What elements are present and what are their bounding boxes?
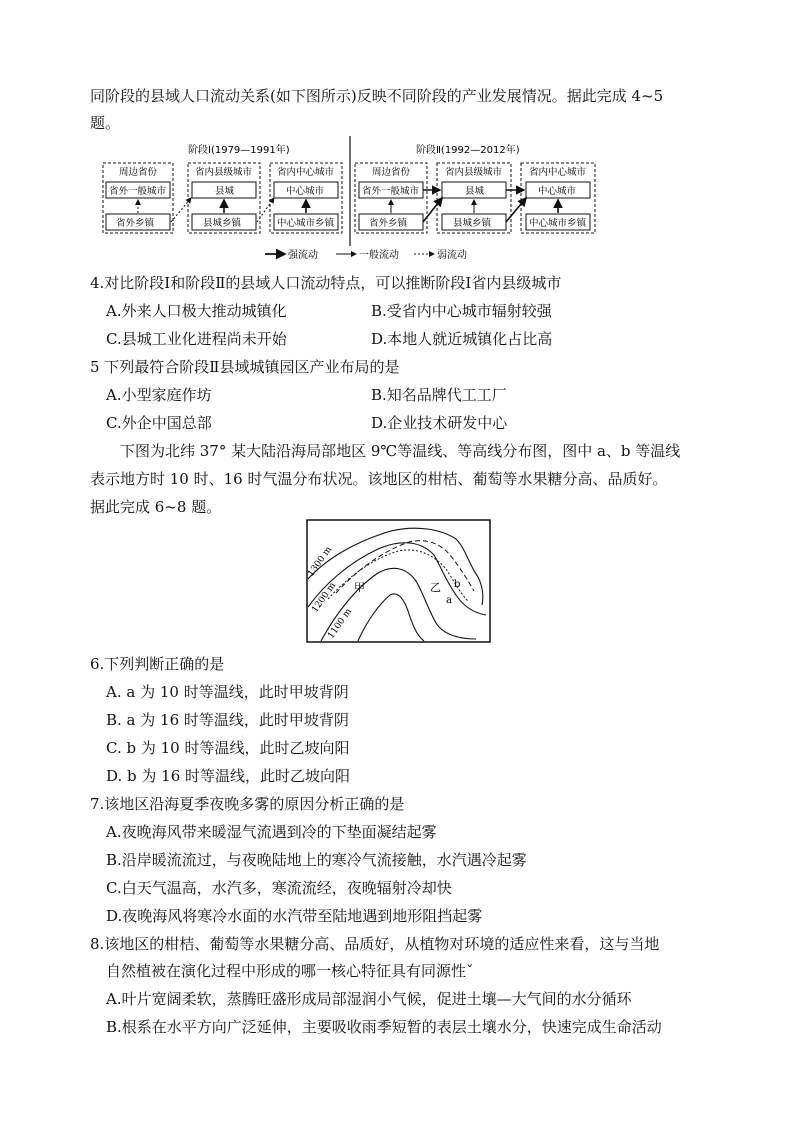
- stage2-col3-bot: 中心城市乡镇: [529, 218, 587, 229]
- stage2-col2-mid: 县城: [465, 186, 485, 197]
- q6-option-b[interactable]: B. a 为 16 时等温线，此时甲坡背阴: [106, 711, 349, 729]
- label-1300: 1300 m: [306, 544, 335, 579]
- stage2-col1-top: 周边省份: [372, 167, 411, 178]
- label-a: a: [446, 595, 452, 606]
- q7-option-b[interactable]: B.沿岸暖流流过，与夜晚陆地上的寒冷气流接触，水汽遇冷起雾: [106, 851, 527, 869]
- stage2-col2-top: 省内县级城市: [445, 167, 503, 178]
- stage1-col3-mid: 中心城市: [286, 186, 325, 197]
- legend-normal: 一般流动: [359, 250, 399, 261]
- q4-option-c[interactable]: C.县城工业化进程尚未开始: [106, 330, 287, 348]
- q6-option-c[interactable]: C. b 为 10 时等温线，此时乙坡向阳: [106, 739, 350, 757]
- intro2-line-3: 据此完成 6~8 题。: [90, 498, 222, 516]
- stage2-arrow-bot1-to-col2: [423, 198, 442, 222]
- q6-stem: 6.下列判断正确的是: [90, 655, 225, 673]
- q7-option-d[interactable]: D.夜晚海风将寒冷水面的水汽带至陆地遇到地形阻挡起雾: [106, 907, 483, 925]
- label-yi: 乙: [430, 581, 441, 594]
- q6-option-a[interactable]: A. a 为 10 时等温线，此时甲坡背阴: [106, 683, 349, 701]
- stage2-title: 阶段Ⅱ(1992—2012年): [416, 145, 520, 156]
- q8-stem-line-1: 8.该地区的柑桔、葡萄等水果糖分高、品质好，从植物对环境的适应性来看，这与当地: [90, 935, 660, 953]
- stage1-col3-top: 省内中心城市: [277, 167, 335, 178]
- q4-option-d[interactable]: D.本地人就近城镇化占比高: [371, 330, 553, 348]
- stage1-col3-bot: 中心城市乡镇: [277, 218, 335, 229]
- q4-option-a[interactable]: A.外来人口极大推动城镇化: [106, 302, 287, 320]
- stage2-col3-mid: 中心城市: [538, 186, 577, 197]
- label-b: b: [454, 579, 461, 590]
- q5-option-a[interactable]: A.小型家庭作坊: [106, 386, 212, 404]
- legend-weak: 弱流动: [437, 250, 467, 261]
- q5-option-d[interactable]: D.企业技术研发中心: [371, 414, 508, 432]
- stage2-col1-bot: 省外乡镇: [369, 218, 408, 229]
- q5-option-c[interactable]: C.外企中国总部: [106, 414, 212, 432]
- stage1-col2-top: 省内县级城市: [195, 167, 253, 178]
- stage2-col2-bot: 县城乡镇: [453, 218, 492, 229]
- stage1-col2-bot: 县城乡镇: [203, 218, 242, 229]
- stage1-col1-mid: 省外一般城市: [109, 186, 167, 197]
- label-jia: 甲: [354, 581, 365, 594]
- intro-line-2: 题。: [90, 114, 121, 132]
- q8-stem-line-2: 自然植被在演化过程中形成的哪一核心特征具有同源性ˇ: [106, 962, 474, 980]
- stage1-col1-top: 周边省份: [119, 167, 158, 178]
- q4-stem: 4.对比阶段Ⅰ和阶段Ⅱ的县域人口流动特点，可以推断阶段Ⅰ省内县级城市: [90, 274, 562, 292]
- label-1100: 1100 m: [326, 606, 355, 641]
- q7-option-a[interactable]: A.夜晚海风带来暖湿气流遇到冷的下垫面凝结起雾: [106, 823, 437, 841]
- intro-line-1: 同阶段的县域人口流动关系(如下图所示)反映不同阶段的产业发展情况。据此完成 4~5: [90, 87, 664, 105]
- label-1200: 1200 m: [310, 580, 339, 615]
- intro2-line-1: 下图为北纬 37° 某大陆沿海局部地区 9℃等温线、等高线分布图，图中 a、b 等温线: [120, 442, 681, 460]
- stage2-arrow-bot2-to-col3: [506, 198, 526, 222]
- legend-strong: 强流动: [288, 250, 318, 261]
- intro2-line-2: 表示地方时 10 时、16 时气温分布状况。该地区的柑桔、葡萄等水果糖分高、品质好。: [90, 470, 668, 488]
- q4-option-b[interactable]: B.受省内中心城市辐射较强: [371, 302, 552, 320]
- q8-option-b[interactable]: B.根系在水平方向广泛延伸，主要吸收雨季短暂的表层土壤水分，快速完成生命活动: [106, 1018, 662, 1036]
- contour-isotherm-map: [306, 519, 491, 643]
- q5-option-b[interactable]: B.知名品牌代工工厂: [371, 386, 507, 404]
- stage1-col1-bot: 省外乡镇: [116, 218, 155, 229]
- q7-option-c[interactable]: C.白天气温高，水汽多，寒流流经，夜晚辐射冷却快: [106, 879, 452, 897]
- q8-option-a[interactable]: A.叶片宽阔柔软，蒸腾旺盛形成局部湿润小气候，促进土壤—大气间的水分循环: [106, 990, 632, 1008]
- stage2-col3-top: 省内中心城市: [529, 167, 587, 178]
- stage1-col2-mid: 县城: [215, 186, 235, 197]
- stage1-title: 阶段Ⅰ(1979—1991年): [188, 145, 290, 156]
- stage2-col1-mid: 省外一般城市: [362, 186, 420, 197]
- q7-stem: 7.该地区沿海夏季夜晚多雾的原因分析正确的是: [90, 795, 405, 813]
- q6-option-d[interactable]: D. b 为 16 时等温线，此时乙坡向阳: [106, 767, 351, 785]
- population-flow-diagram: [100, 136, 600, 264]
- q5-stem: 5 下列最符合阶段Ⅱ县域城镇园区产业布局的是: [90, 358, 400, 376]
